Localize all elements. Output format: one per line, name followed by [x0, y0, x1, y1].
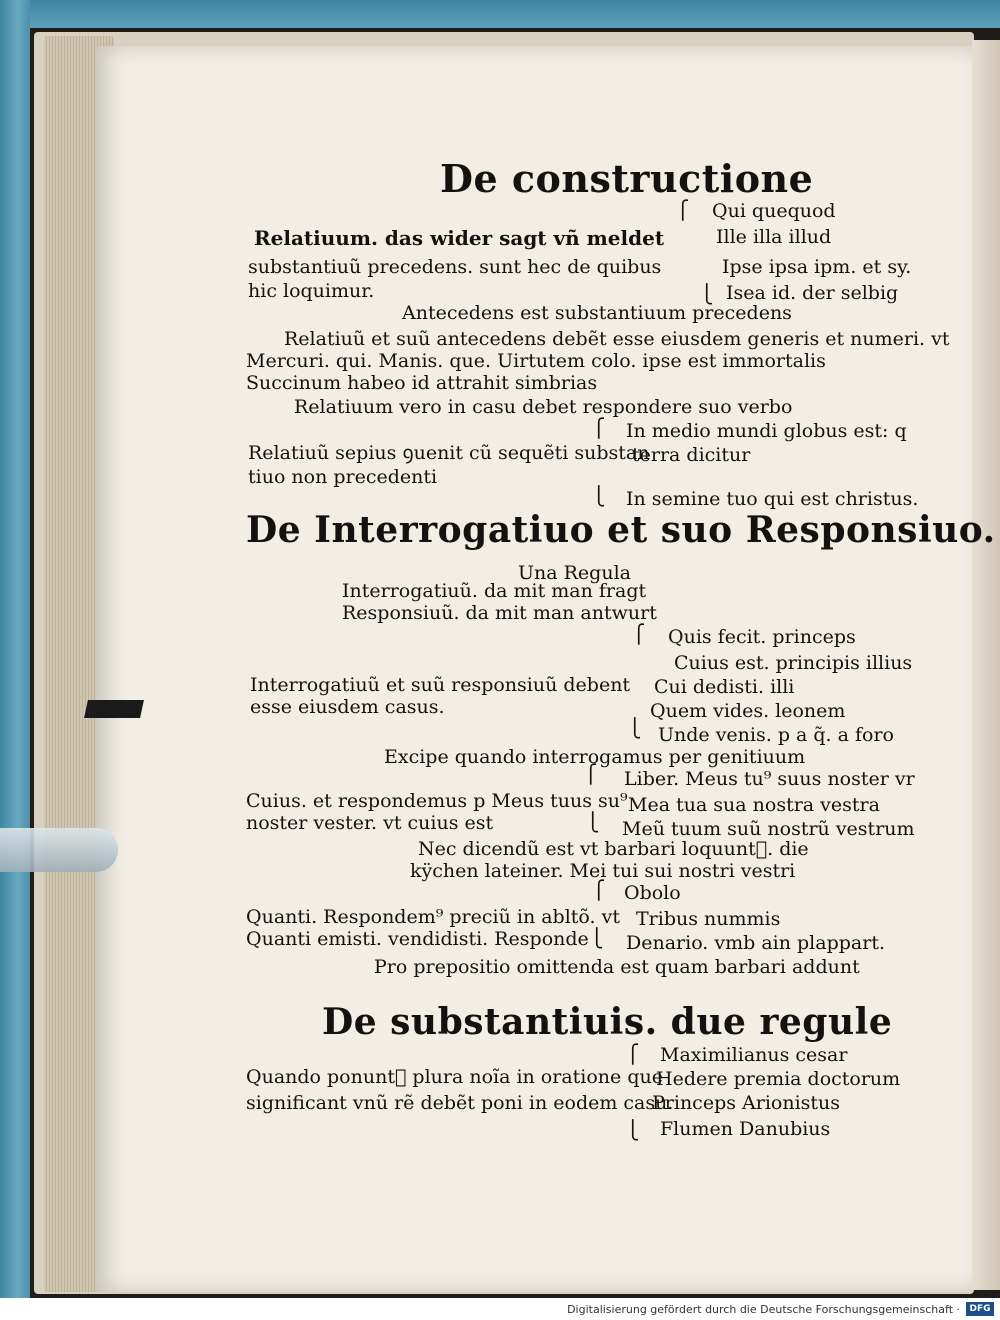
text-line: esse eiusdem casus. — [250, 696, 445, 718]
footer-credit: Digitalisierung gefördert durch die Deutsche Forschungsgemeinschaft · — [567, 1303, 960, 1316]
text-line: Hedere premia doctorum — [656, 1068, 901, 1090]
text-line: Relatiuũ sepius ꝯuenit cũ sequẽti substan — [248, 442, 650, 464]
brace-11: ⎧ — [626, 1044, 640, 1065]
brace-12: ⎩ — [626, 1120, 640, 1141]
text-line: Mea tua sua nostra vestra — [628, 794, 880, 816]
text-line: Cui dedisti. illi — [654, 676, 795, 698]
text-line: Mercuri. qui. Manis. que. Uirtutem colo. ipse est immortalis — [246, 350, 826, 372]
text-line: tiuo non precedenti — [248, 466, 438, 488]
heading-substantives: De substantiuis. due regule — [322, 1001, 893, 1043]
page-holder-clip — [0, 828, 118, 872]
text-line: Meũ tuum suũ nostrũ vestrum — [622, 818, 915, 840]
text-line: Flumen Danubius — [660, 1118, 831, 1140]
text-line: substantiuũ precedens. sunt hec de quibus — [248, 256, 662, 278]
text-line: In medio mundi globus est: q — [626, 420, 907, 442]
brace-10: ⎩ — [590, 928, 604, 949]
text-line: Denario. vmb ain plappart. — [626, 932, 885, 954]
text-line: Quis fecit. princeps — [668, 626, 856, 648]
text-line: Pro prepositio omittenda est quam barbari addunt — [374, 956, 860, 978]
text-line: Relatiuum vero in casu debet respondere suo verbo — [294, 396, 793, 418]
text-line: noster vester. vt cuius est — [246, 812, 494, 834]
text-line: hic loquimur. — [248, 280, 375, 302]
text-line: kÿchen lateiner. Mei tui sui nostri vestri — [410, 860, 796, 882]
text-line: Antecedens est substantiuum precedens — [402, 302, 792, 324]
brace-8: ⎩ — [586, 812, 600, 833]
text-line: Una Regula — [518, 562, 631, 584]
brace-1: ⎧ — [676, 200, 690, 221]
brace-5: ⎧ — [632, 624, 646, 645]
text-line: Quanti emisti. vendidisti. Responde — [246, 928, 589, 950]
text-line: Ille illa illud — [716, 226, 832, 248]
text-line: Succinum habeo id attrahit simbrias — [246, 372, 598, 394]
brace-2: ⎩ — [700, 284, 714, 305]
text-line: Quem vides. leonem — [650, 700, 846, 722]
bookmark-tab — [84, 700, 144, 718]
book-cover-top — [0, 0, 1000, 28]
text-line: Cuius. et respondemus p Meus tuus su⁹ — [246, 790, 628, 812]
text-line: Relatiuum. das wider sagt vñ meldet — [254, 226, 665, 250]
brace-7: ⎧ — [584, 764, 598, 785]
facing-page-edge — [972, 40, 1000, 1290]
text-line: Interrogatiuũ et suũ responsiuũ debent — [250, 674, 631, 696]
text-line: Unde venis. p a q̃. a foro — [658, 724, 894, 746]
brace-6: ⎩ — [628, 718, 642, 739]
brace-9: ⎧ — [592, 880, 606, 901]
text-line: significant vnũ rẽ debẽt poni in eodem casu. — [246, 1092, 674, 1114]
heading-construction: De constructione — [440, 156, 814, 201]
text-line: Quando ponunt᷑ plura noĩa in oratione que — [246, 1066, 663, 1088]
brace-4: ⎩ — [592, 486, 606, 507]
text-line: Maximilianus cesar — [660, 1044, 848, 1066]
book-cover-spine — [0, 0, 30, 1300]
text-line: Relatiuũ et suũ antecedens debẽt esse eiusdem generis et numeri. vt — [284, 328, 950, 350]
text-line: Responsiuũ. da mit man antwurt — [342, 602, 657, 624]
heading-interrogative: De Interrogatiuo et suo Responsiuo. — [246, 509, 996, 551]
text-line: Princeps Arionistus — [652, 1092, 841, 1114]
text-line: Excipe quando interrogamus per genitiuum — [384, 746, 806, 768]
text-line: Obolo — [624, 882, 681, 904]
dfg-logo: DFG — [966, 1302, 994, 1316]
text-line: Ipse ipsa ipm. et sy. — [722, 256, 912, 278]
text-line: terra dicitur — [632, 444, 751, 466]
text-line: Qui quequod — [712, 200, 836, 222]
text-line: Liber. Meus tu⁹ suus noster vr — [624, 768, 915, 790]
text-line: Nec dicendũ est vt barbari loquunt᷑. die — [418, 838, 809, 860]
text-line: Quanti. Respondem⁹ preciũ in abltõ. vt — [246, 906, 620, 928]
brace-3: ⎧ — [592, 418, 606, 439]
text-line: Interrogatiuũ. da mit man fragt — [342, 580, 647, 602]
text-line: In semine tuo qui est christus. — [626, 488, 919, 510]
text-line: Isea id. der selbig — [726, 282, 899, 304]
text-line: Tribus nummis — [636, 908, 781, 930]
text-line: Cuius est. principis illius — [674, 652, 913, 674]
